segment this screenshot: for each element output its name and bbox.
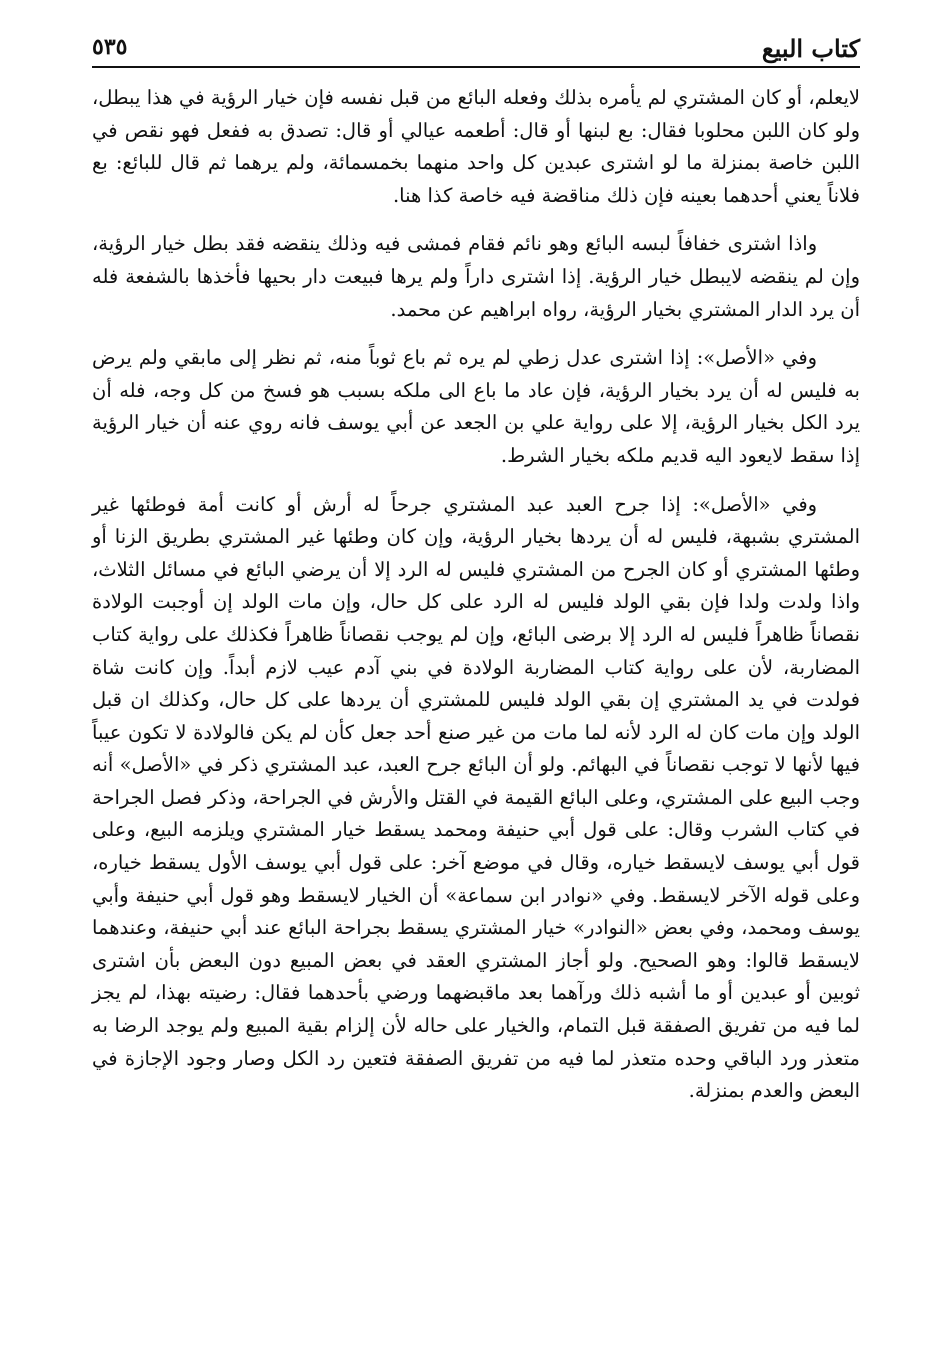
paragraph-2: واذا اشترى خفافاً لبسه البائع وهو نائم فقام فمشى فيه وذلك ينقضه فقد بطل خيار الرؤية، وإن لم ينقضه لايبطل خيار الرؤية. إذا اشترى داراً ولم يرها فبيعت دار بحيها فأخذها بالشفعة فله أن يرد الدار المشتري بخيار الرؤية، رواه ابراهيم عن محمد.	[92, 232, 860, 321]
book-title: كتاب البيع	[761, 34, 860, 63]
book-page	[92, 30, 860, 1350]
page-number: ٥٣٥	[92, 34, 128, 60]
page-body	[92, 82, 860, 1108]
paragraph-4: وفي «الأصل»: إذا جرح العبد عبد المشتري جرحاً له أرش أو كانت أمة فوطئها غير المشتري بشبهة، فليس له أن يردها بخيار الرؤية، وإن كان وطئها غير المشتري بطريق الزنا أو وطئها المشتري أو كان الجرح من المشتري فليس له الرد إلا أن يرضي البائع في مسائل الثلاث، واذا ولدت ولدا فإن بقي الولد فليس له الرد على كل حال، وإن مات الولد إن أوجبت الولادة نقصاناً ظاهراً فليس له الرد إلا برضى البائع، وإن لم يوجب نقصاناً ظاهراً فكذلك على رواية كتاب المضاربة، لأن على رواية كتاب المضاربة الولادة في بني آدم عيب لازم أبداً. وإن كانت شاة فولدت في يد المشتري إن بقي الولد فليس للمشتري أن يردها على كل حال، وكذلك ان قبل الولد وإن مات كان له الرد لأنه لما مات من غير صنع أحد جعل كأن لم يكن فالولادة لا تكون عيباً فيها لأنها لا توجب نقصاناً في البهائم. ولو أن البائع جرح العبد، عبد المشتري ذكر في «الأصل» أنه وجب البيع على المشتري، وعلى البائع القيمة في القتل والأرش في الجراحة، وذكر فصل الجراحة في كتاب الشرب وقال: على قول أبي حنيفة ومحمد يسقط خيار المشتري ويلزمه البيع، وعلى قول أبي يوسف لايسقط خياره، وقال في موضع آخر: على قول أبي يوسف الأول يسقط خياره، وعلى قوله الآخر لايسقط. وفي «نوادر ابن سماعة» أن الخيار لايسقط وهو قول أبي حنيفة وأبي يوسف ومحمد، وفي بعض «النوادر» خيار المشتري يسقط بجراحة البائع عند أبي حنيفة، وعندهما لايسقط قالوا: وهو الصحيح. ولو أجاز المشتري العقد في بعض المبيع دون البعض بأن اشترى ثوبين أو عبدين أو ما أشبه ذلك ورآهما بعد ماقبضهما ورضي بأحدهما فقال: رضيته بهذا، لم يجز لما فيه من تفريق الصفقة قبل التمام، والخيار على حاله لأن إلزام بقية المبيع ولم يوجد الرضا به متعذر ورد الباقي وحده متعذر لما فيه من تفريق الصفقة فتعين رد الكل وصار وجود الإجازة في البعض والعدم بمنزلة.	[92, 492, 860, 1103]
paragraph-3: وفي «الأصل»: إذا اشترى عدل زطي لم يره ثم باع ثوباً منه، ثم نظر إلى مابقي ولم يرض به فليس له أن يرد بخيار الرؤية، فإن عاد ما باع الى ملكه بسبب هو فسخ من كل وجه، فله أن يرد الكل بخيار الرؤية، إلا على رواية علي بن الجعد عن أبي يوسف فانه روي عنه أن خيار الرؤية إذا سقط لايعود اليه قديم ملكه بخيار الشرط.	[92, 346, 860, 467]
paragraph-1: لايعلم، أو كان المشتري لم يأمره بذلك وفعله البائع من قبل نفسه فإن خيار الرؤية في هذا يبطل، ولو كان اللبن محلوبا فقال: بع لبنها أو قال: أطعمه عيالي أو قال: تصدق به ففعل فهو نقص في اللبن خاصة بمنزلة ما لو اشترى عبدين كل واحد منهما بخمسمائة، ولم يرهما ثم قال للبائع: بع فلاناً يعني أحدهما بعينه فإن ذلك مناقضة فيه خاصة كذا هنا.	[92, 86, 860, 207]
page-header	[92, 30, 860, 68]
